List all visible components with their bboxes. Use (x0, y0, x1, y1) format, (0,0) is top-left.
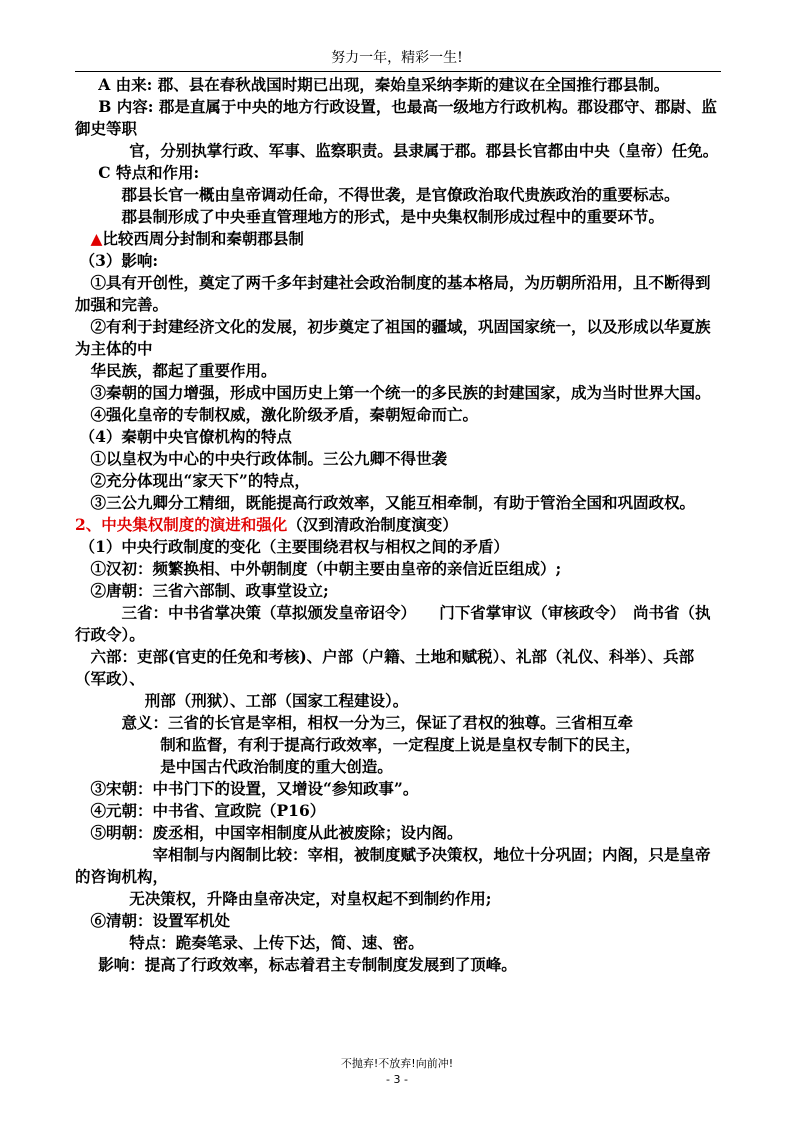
chapter-heading-red: 2、中央集权制度的演进和强化 (75, 515, 288, 534)
text-line: ⑥清朝：设置军机处 (90, 911, 231, 930)
text-line: ③秦朝的国力增强，形成中国历史上第一个统一的多民族的封建国家，成为当时世界大国。 (90, 383, 711, 402)
section-heading: （4）秦朝中央官僚机构的特点 (79, 427, 292, 446)
text-line: ④强化皇帝的专制权威，激化阶级矛盾，秦朝短命而亡。 (90, 405, 479, 424)
comparison-label: 比较西周分封制和秦朝郡县制 (102, 229, 304, 248)
text-line: ③三公九卿分工精细，既能提高行政效率，又能互相牵制，有助于管治全国和巩固政权。 (90, 493, 696, 512)
text-line: 郡县长官一概由皇帝调动任命，不得世袭，是官僚政治取代贵族政治的重要标志。 (121, 185, 680, 204)
text-line: 华民族，都起了重要作用。 (90, 361, 277, 380)
section-heading: （3）影响: (79, 251, 159, 270)
text-line: 影响：提高了行政效率，标志着君主专制制度发展到了顶峰。 (98, 955, 517, 974)
text-line: ①以皇权为中心的中央行政体制。三公九卿不得世袭 (90, 449, 448, 468)
text-line: 无决策权，升降由皇帝决定，对皇权起不到制约作用; (129, 889, 492, 908)
text-line: ②唐朝：三省六部制、政事堂设立; (90, 581, 329, 600)
text-line: A 由来: 郡、县在春秋战国时期已出现，秦始皇采纳李斯的建议在全国推行郡县制。 (98, 75, 670, 94)
text-line: 三省：中书省掌决策（草拟颁发皇帝诏令） 门下省掌审议（审核政令） 尚书省（执行政令）。 (75, 603, 711, 644)
text-line: 制和监督，有利于提高行政效率，一定程度上说是皇权专制下的民主， (160, 735, 641, 754)
text-line: ①汉初：频繁换相、中外朝制度（中朝主要由皇帝的亲信近臣组成）; (90, 559, 562, 578)
text-line: 是中国古代政治制度的重大创造。 (160, 757, 393, 776)
page-number: - 3 - (386, 1073, 408, 1086)
section-heading: （1）中央行政制度的变化（主要围绕君权与相权之间的矛盾） (79, 537, 509, 556)
comparison-heading (75, 228, 721, 250)
text-line: 宰相制与内阁制比较：宰相，被制度赋予决策权，地位十分巩固；内阁，只是皇帝的咨询机构， (75, 845, 711, 886)
text-line: ②有利于封建经济文化的发展，初步奠定了祖国的疆域，巩固国家统一，以及形成以华夏族为主体的中 (75, 317, 711, 358)
text-line: 官，分别执掌行政、军事、监察职责。县隶属于郡。郡县长官都由中央（皇帝）任免。 (129, 141, 719, 160)
header-rule (75, 71, 721, 72)
page-header: 努力一年，精彩一生! (331, 50, 463, 66)
text-line: ①具有开创性，奠定了两千多年封建社会政治制度的基本格局，为历朝所沿用，且不断得到加强和完善。 (75, 273, 711, 314)
text-line: 刑部（刑狱）、工部（国家工程建设）。 (144, 691, 409, 710)
document-body (75, 74, 721, 976)
text-line: ④元朝：中书省、宣政院（P16） (90, 801, 326, 820)
subheading: C 特点和作用: (98, 163, 200, 182)
chapter-heading (75, 514, 721, 536)
footer-slogan: 不抛弃!不放弃!向前冲! (340, 1057, 454, 1070)
text-line: ②充分体现出“家天下”的特点， (90, 471, 310, 490)
text-line: ③宋朝：中书门下的设置，又增设“参知政事”。 (90, 779, 419, 798)
chapter-heading-note: （汉到清政治制度演变） (287, 515, 458, 534)
text-line: 郡县制形成了中央垂直管理地方的形式，是中央集权制形成过程中的重要环节。 (121, 207, 665, 226)
text-line: 意义：三省的长官是宰相，相权一分为三，保证了君权的独尊。三省相互牵 (121, 713, 634, 732)
text-line: ⑤明朝：废丞相，中国宰相制度从此被废除；设内阁。 (90, 823, 463, 842)
text-line: B 内容: 郡是直属于中央的地方行政设置，也最高一级地方行政机构。郡设郡守、郡尉、监御史等职 (75, 97, 717, 138)
text-line: 六部：吏部(官吏的任免和考核)、户部（户籍、土地和赋税）、礼部（礼仪、科举）、兵部（军政）、 (75, 647, 695, 688)
text-line: 特点：跪奏笔录、上传下达，简、速、密。 (129, 933, 424, 952)
red-triangle-icon: ▲ (90, 229, 103, 248)
